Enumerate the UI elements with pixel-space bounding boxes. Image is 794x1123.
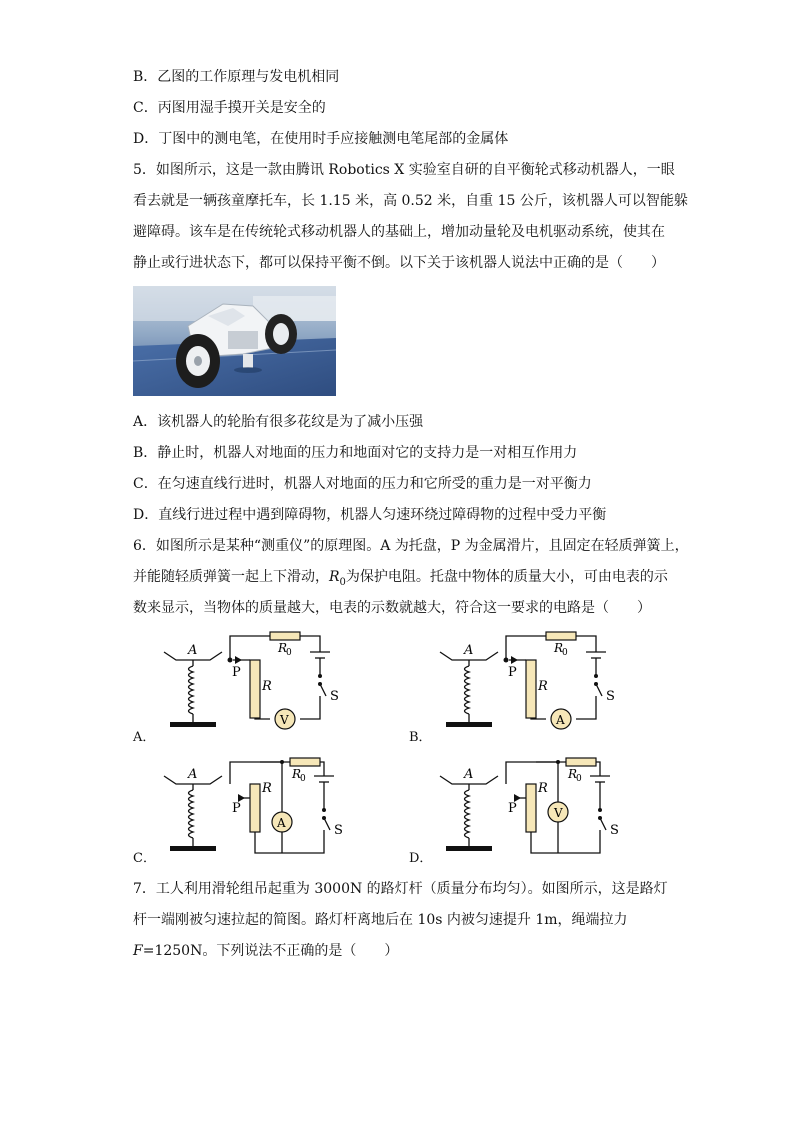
r0-label: R <box>568 767 578 781</box>
resistor-label: R <box>538 781 548 796</box>
circuit-option-c-label: C． <box>133 851 156 866</box>
circuit-a <box>158 630 348 734</box>
q5-stem-line-1: 5．如图所示，这是一款由腾讯 Robotics X 实验室自研的自平衡轮式移动机器人，一眼 <box>133 162 675 178</box>
switch-label: S <box>330 689 339 704</box>
tray-label: A <box>464 767 474 782</box>
switch-label: S <box>610 823 619 838</box>
q7-stem-line-2: 杆一端刚被匀速拉起的简图。路灯杆离地后在 10s 内被匀速提升 1m，绳端拉力 <box>133 912 628 928</box>
slider-label: P <box>232 801 241 816</box>
r0-subscript: 0 <box>339 576 346 588</box>
r0-sub-label: 0 <box>286 648 292 658</box>
robot-photo <box>133 286 336 396</box>
prev-option-d: D．丁图中的测电笔，在使用时手应接触测电笔尾部的金属体 <box>133 131 509 147</box>
slider-label: P <box>232 665 241 680</box>
force-symbol: F <box>133 943 143 959</box>
circuit-option-b-label: B． <box>409 730 432 745</box>
circuit-b <box>434 630 624 734</box>
ammeter-label: A <box>556 713 565 727</box>
tray-label: A <box>188 643 198 658</box>
tray-label: A <box>188 767 198 782</box>
q6-text-post: 为保护电阻。托盘中物体的质量大小，可由电表的示 <box>345 569 668 585</box>
q5-stem-line-3: 避障碍。该车是在传统轮式移动机器人的基础上，增加动量轮及电机驱动系统，使其在 <box>133 224 665 240</box>
q6-stem-line-1: 6．如图所示是某种“测重仪”的原理图。A 为托盘，P 为金属滑片，且固定在轻质弹簧上， <box>133 538 689 554</box>
q6-text-pre: 并能随轻质弹簧一起上下滑动， <box>133 569 329 585</box>
circuit-a-drawing <box>158 630 348 730</box>
r0-label: R <box>278 641 288 655</box>
voltmeter-label: V <box>280 713 289 727</box>
q7-stem-line-3 <box>133 942 398 960</box>
prev-option-b: B．乙图的工作原理与发电机相同 <box>133 69 340 85</box>
slider-label: P <box>508 801 517 816</box>
r0-sub-label: 0 <box>562 648 568 658</box>
circuit-d <box>434 754 624 858</box>
q5-stem-line-2: 看去就是一辆孩童摩托车，长 1.15 米，高 0.52 米，自重 15 公斤，该机器人可以智能躲 <box>133 193 688 209</box>
circuit-b-drawing <box>434 630 624 730</box>
q5-option-d: D．直线行进过程中遇到障碍物，机器人匀速环绕过障碍物的过程中受力平衡 <box>133 507 607 523</box>
r0-sub-label: 0 <box>576 774 582 784</box>
q6-stem-line-2 <box>133 568 668 592</box>
q5-option-b: B．静止时，机器人对地面的压力和地面对它的支持力是一对相互作用力 <box>133 445 578 461</box>
slider-label: P <box>508 665 517 680</box>
circuit-option-d-label: D． <box>409 851 433 866</box>
circuit-d-drawing <box>434 754 624 854</box>
voltmeter-label: V <box>554 806 563 820</box>
circuit-c <box>158 754 348 858</box>
r0-symbol: R <box>329 569 340 585</box>
r0-label: R <box>554 641 564 655</box>
q7-stem-line-1: 7．工人利用滑轮组吊起重为 3000N 的路灯杆（质量分布均匀）。如图所示，这是路灯 <box>133 881 668 897</box>
r0-label: R <box>292 767 302 781</box>
circuit-c-drawing <box>158 754 348 854</box>
q5-stem-line-4: 静止或行进状态下，都可以保持平衡不倒。以下关于该机器人说法中正确的是（ ） <box>133 255 665 271</box>
q5-option-a: A．该机器人的轮胎有很多花纹是为了减小压强 <box>133 414 424 430</box>
q7-text-rest: =1250N。下列说法不正确的是（ ） <box>142 943 399 959</box>
switch-label: S <box>334 823 343 838</box>
circuit-option-a-label: A． <box>133 730 156 745</box>
q6-stem-line-3: 数来显示，当物体的质量越大，电表的示数就越大，符合这一要求的电路是（ ） <box>133 600 651 616</box>
prev-option-c: C．丙图用湿手摸开关是安全的 <box>133 100 326 116</box>
switch-label: S <box>606 689 615 704</box>
resistor-label: R <box>262 781 272 796</box>
resistor-label: R <box>538 679 548 694</box>
q5-option-c: C．在匀速直线行进时，机器人对地面的压力和它所受的重力是一对平衡力 <box>133 476 592 492</box>
r0-sub-label: 0 <box>300 774 306 784</box>
tray-label: A <box>464 643 474 658</box>
resistor-label: R <box>262 679 272 694</box>
ammeter-label: A <box>277 816 286 830</box>
